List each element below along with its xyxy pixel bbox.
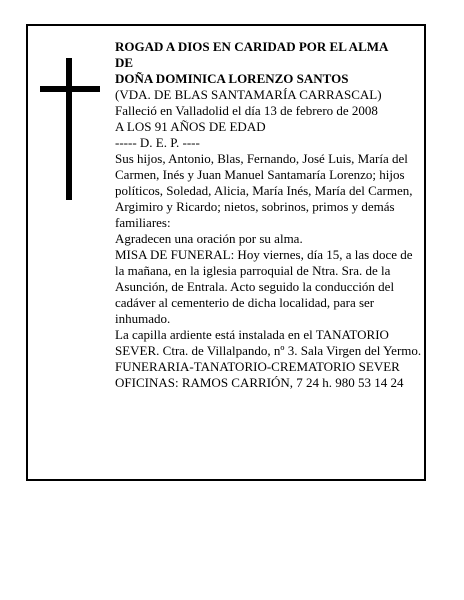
header-line-2: DE (115, 55, 134, 70)
rip: ----- D. E. P. ---- (115, 135, 200, 150)
death-notice: Falleció en Valladolid el día 13 de febrero de 2008 (115, 103, 378, 118)
obituary-card (26, 24, 426, 481)
funeral-home: FUNERARIA-TANATORIO-CREMATORIO SEVER (115, 359, 400, 374)
chapel-paragraph: La capilla ardiente está instalada en el TANATORIO SEVER. Ctra. de Villalpando, nº 3. Sala Virgen del Yermo. (115, 327, 422, 358)
cross-vertical-bar (66, 58, 72, 200)
header-line-1: ROGAD A DIOS EN CARIDAD POR EL ALMA (115, 39, 389, 54)
cross-horizontal-bar (40, 86, 100, 92)
obituary-text (115, 39, 425, 391)
deceased-name: DOÑA DOMINICA LORENZO SANTOS (115, 71, 349, 86)
cross-icon (40, 58, 100, 200)
family-paragraph: Sus hijos, Antonio, Blas, Fernando, José Luis, María del Carmen, Inés y Juan Manuel Santamaría Lorenzo; hijos políticos, Soledad, Alicia, María Inés, María del Carmen, Argimiro y Ricardo; nietos, sobrinos, primos y demás familiares: (115, 151, 413, 230)
age: A LOS 91 AÑOS DE EDAD (115, 119, 266, 134)
thanks: Agradecen una oración por su alma. (115, 231, 303, 246)
offices: OFICINAS: RAMOS CARRIÓN, 7 24 h. 980 53 14 24 (115, 375, 404, 390)
widow-of: (VDA. DE BLAS SANTAMARÍA CARRASCAL) (115, 87, 382, 102)
funeral-mass-paragraph: MISA DE FUNERAL: Hoy viernes, día 15, a las doce de la mañana, en la iglesia parroquial de Ntra. Sra. de la Asunción, de Entrala. Acto seguido la conducción del cadáver al cementerio de dicha localidad, para ser inhumado. (115, 247, 413, 326)
